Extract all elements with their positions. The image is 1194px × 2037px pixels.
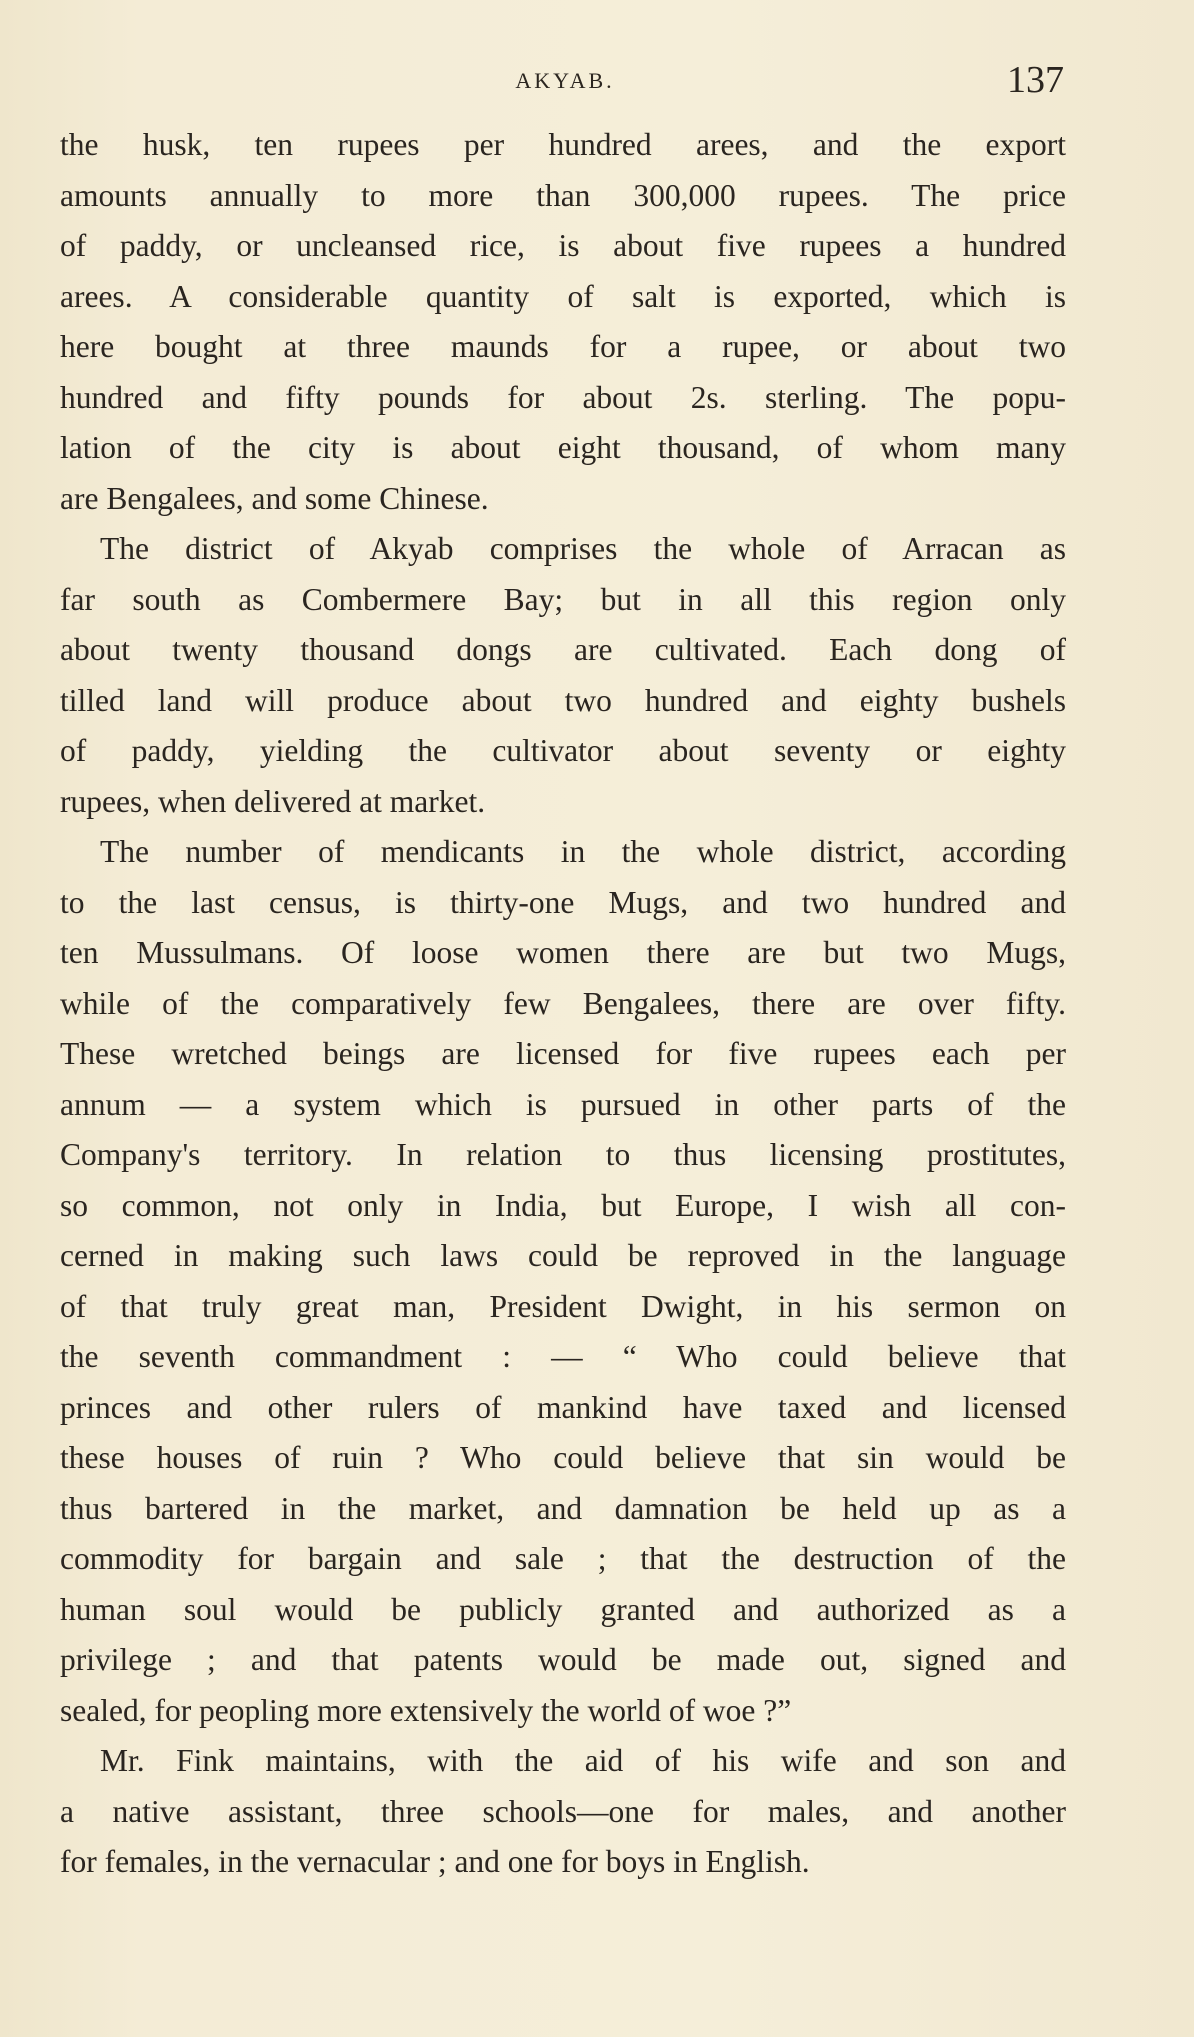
body-text <box>60 120 1066 1888</box>
text-line: rupees, when delivered at market. <box>60 783 486 819</box>
text-line: of paddy, or uncleansed rice, is about five rupees a hundred <box>60 228 1066 263</box>
running-head: AKYAB. <box>515 68 615 93</box>
paragraph <box>60 1736 1066 1888</box>
text-line: here bought at three maunds for a rupee, or about two <box>60 329 1066 364</box>
text-line: Mr. Fink maintains, with the aid of his wife and son and <box>100 1743 1066 1778</box>
text-line: sealed, for peopling more extensively the world of woe ?” <box>60 1692 792 1728</box>
text-line: about twenty thousand dongs are cultivated. Each dong of <box>60 632 1066 667</box>
paragraph <box>60 120 1066 524</box>
text-line: a native assistant, three schools—one for males, and another <box>60 1793 1066 1829</box>
text-line: amounts annually to more than 300,000 rupees. The price <box>60 177 1066 213</box>
text-line: commodity for bargain and sale ; that the destruction of the <box>60 1541 1066 1576</box>
page-number: 137 <box>1007 59 1064 101</box>
text-line: lation of the city is about eight thousand, of whom many <box>60 430 1066 465</box>
text-line: the husk, ten rupees per hundred arees, and the export <box>60 127 1066 162</box>
text-line: these houses of ruin ? Who could believe that sin would be <box>60 1440 1066 1475</box>
text-line: far south as Combermere Bay; but in all this region only <box>60 581 1066 617</box>
text-line: tilled land will produce about two hundred and eighty bushels <box>60 682 1066 718</box>
text-line: The district of Akyab comprises the whole of Arracan as <box>100 531 1066 566</box>
text-line: annum — a system which is pursued in other parts of the <box>60 1086 1066 1122</box>
text-line: of paddy, yielding the cultivator about seventy or eighty <box>60 733 1066 768</box>
text-line: while of the comparatively few Bengalees, there are over fifty. <box>60 985 1066 1021</box>
text-line: These wretched beings are licensed for five rupees each per <box>60 1036 1066 1071</box>
text-line: hundred and fifty pounds for about 2s. sterling. The popu- <box>60 379 1066 415</box>
text-line: arees. A considerable quantity of salt is exported, which is <box>60 278 1066 314</box>
text-line: are Bengalees, and some Chinese. <box>60 480 489 516</box>
text-line: human soul would be publicly granted and authorized as a <box>60 1591 1066 1627</box>
text-line: princes and other rulers of mankind have taxed and licensed <box>60 1389 1066 1425</box>
text-line: so common, not only in India, but Europe, I wish all con- <box>60 1187 1066 1223</box>
paragraph <box>60 524 1066 827</box>
text-line: for females, in the vernacular ; and one for boys in English. <box>60 1844 810 1879</box>
paragraph <box>60 827 1066 1736</box>
text-line: thus bartered in the market, and damnation be held up as a <box>60 1490 1066 1526</box>
text-line: of that truly great man, President Dwight, in his sermon on <box>60 1288 1066 1324</box>
text-line: to the last census, is thirty-one Mugs, and two hundred and <box>60 884 1066 920</box>
page-header <box>60 58 1070 108</box>
text-line: privilege ; and that patents would be made out, signed and <box>60 1642 1066 1677</box>
text-line: the seventh commandment : — “ Who could believe that <box>60 1339 1066 1374</box>
text-line: The number of mendicants in the whole district, according <box>100 834 1066 869</box>
text-line: Company's territory. In relation to thus licensing prostitutes, <box>60 1137 1066 1172</box>
text-line: cerned in making such laws could be reproved in the language <box>60 1238 1066 1273</box>
text-line: ten Mussulmans. Of loose women there are but two Mugs, <box>60 935 1066 970</box>
